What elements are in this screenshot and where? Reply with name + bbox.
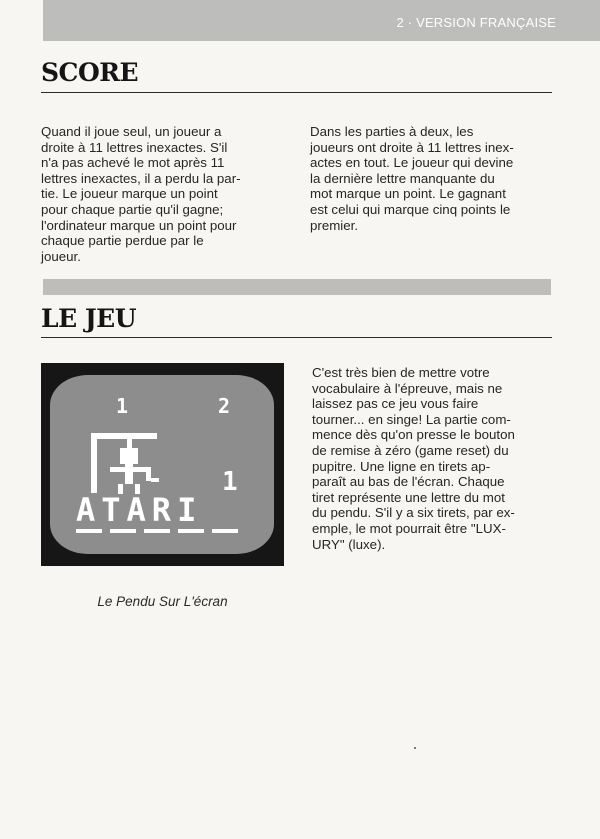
letter-dashes	[76, 529, 238, 533]
hangman-screen-graphic	[50, 375, 274, 554]
image-caption: Le Pendu Sur L'écran	[97, 594, 228, 609]
page-speck	[414, 747, 416, 749]
score-right-column: Dans les parties à deux, les joueurs ont droite à 11 lettres inex- actes en tout. Le joueur qui devine la dernière lettre manquante du mot marque un point. Le gagnant est celui qui marque cinq points le premier.	[310, 124, 514, 233]
guessed-word: ATARI	[76, 491, 203, 529]
hangman-figure	[110, 448, 159, 494]
section-header-bar	[43, 0, 600, 41]
score-heading: SCORE	[41, 58, 139, 87]
section-label: 2 · VERSION FRANÇAISE	[396, 15, 556, 30]
score-rule	[41, 92, 552, 93]
crt-display	[50, 375, 274, 554]
tv-screen-image	[41, 363, 284, 566]
jeu-text-column: C'est très bien de mettre votre vocabulaire à l'épreuve, mais ne laissez pas ce jeu vous faire tourner... en singe! La partie com- mence dès qu'on presse le bouton de remise à zéro (game reset) du pupitre. Une ligne en tirets ap- paraît au bas de l'écran. Chaque tiret représente une lettre du mot du pendu. S'il y a six tirets, par ex- emple, le mot pourrait être "LUX- URY" (luxe).	[312, 365, 515, 552]
score-right: 2	[218, 394, 231, 418]
score-left-column: Quand il joue seul, un joueur a droite à 11 lettres inexactes. S'il n'a pas achevé le mot après 11 lettres inexactes, il a perdu la par- tie. Le joueur marque un point pour chaque partie qu'il gagne; l'ordinateur marque un point pour chaque partie perdue par le joueur.	[41, 124, 241, 264]
miss-counter: 1	[222, 467, 238, 497]
section-divider-band	[43, 279, 551, 295]
jeu-rule	[41, 337, 552, 338]
jeu-heading: LE JEU	[41, 304, 137, 333]
score-left: 1	[116, 394, 129, 418]
